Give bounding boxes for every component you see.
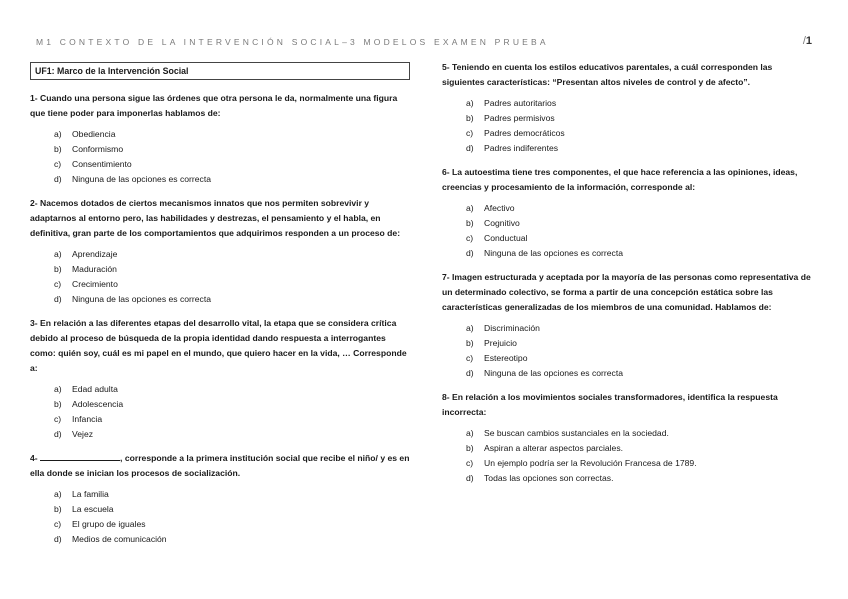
option-c — [30, 412, 410, 427]
option-b — [30, 397, 410, 412]
option-letter: b) — [54, 504, 62, 514]
option-text: Padres indiferentes — [484, 143, 559, 153]
option-text: Un ejemplo podría ser la Revolución Francesa de 1789. — [484, 458, 697, 468]
option-letter: c) — [54, 279, 62, 289]
option-letter: a) — [54, 384, 62, 394]
option-text: Discriminación — [484, 323, 540, 333]
option-letter: b) — [466, 443, 474, 453]
option-text: Maduración — [72, 264, 117, 274]
option-text: Aprendizaje — [72, 249, 118, 259]
options-list — [30, 487, 410, 547]
option-d — [442, 246, 814, 261]
right-column — [442, 60, 814, 495]
option-text: La familia — [72, 489, 109, 499]
option-letter: a) — [54, 249, 62, 259]
option-d — [30, 172, 410, 187]
option-letter: c) — [466, 458, 474, 468]
option-letter: d) — [54, 174, 62, 184]
option-d — [442, 471, 814, 486]
answer-blank — [40, 451, 120, 461]
option-c — [442, 126, 814, 141]
option-letter: a) — [54, 129, 62, 139]
option-letter: c) — [466, 128, 474, 138]
option-letter: a) — [466, 323, 474, 333]
question-2 — [30, 196, 410, 307]
option-text: Se buscan cambios sustanciales en la sociedad. — [484, 428, 669, 438]
option-b — [442, 336, 814, 351]
option-c — [442, 351, 814, 366]
option-letter: a) — [466, 428, 474, 438]
options-list — [442, 201, 814, 261]
option-c — [30, 277, 410, 292]
question-text — [30, 451, 410, 481]
option-letter: b) — [54, 399, 62, 409]
question-4 — [30, 451, 410, 547]
option-c — [442, 456, 814, 471]
question-text: 1- Cuando una persona sigue las órdenes que otra persona le da, normalmente una figura que tiene poder para imponerlas hablamos de: — [30, 93, 398, 118]
option-text: Ninguna de las opciones es correcta — [484, 368, 624, 378]
document-title: M1 CONTEXTO DE LA INTERVENCIÓN SOCIAL–3 MODELOS EXAMEN PRUEBA — [36, 37, 549, 47]
option-letter: b) — [466, 113, 474, 123]
option-c — [442, 231, 814, 246]
question-5 — [442, 60, 814, 156]
page-indicator — [803, 35, 812, 47]
option-d — [30, 292, 410, 307]
option-b — [442, 441, 814, 456]
question-body: , corresponde a la primera institución social que recibe el niño/ y es en ella donde se inician los procesos de socialización. — [30, 453, 410, 478]
option-text: Consentimiento — [72, 159, 132, 169]
option-letter: d) — [54, 294, 62, 304]
option-letter: d) — [54, 429, 62, 439]
option-letter: d) — [466, 473, 474, 483]
options-list — [442, 321, 814, 381]
option-letter: b) — [54, 264, 62, 274]
option-a — [30, 382, 410, 397]
option-b — [30, 262, 410, 277]
options-list — [30, 127, 410, 187]
option-text: Ninguna de las opciones es correcta — [484, 248, 624, 258]
option-b — [442, 216, 814, 231]
option-letter: d) — [54, 534, 62, 544]
option-text: Conductual — [484, 233, 528, 243]
option-letter: a) — [466, 98, 474, 108]
option-text: El grupo de iguales — [72, 519, 146, 529]
option-d — [442, 366, 814, 381]
option-a — [30, 127, 410, 142]
option-text: Ninguna de las opciones es correcta — [72, 294, 212, 304]
question-number: 4- — [30, 453, 38, 463]
option-text: Adolescencia — [72, 399, 124, 409]
option-text: Crecimiento — [72, 279, 118, 289]
option-letter: d) — [466, 248, 474, 258]
option-a — [442, 321, 814, 336]
option-letter: c) — [466, 353, 474, 363]
option-a — [442, 201, 814, 216]
question-text: 3- En relación a las diferentes etapas del desarrollo vital, la etapa que se considera crítica debido al proceso de búsqueda de la propia identidad dando respuesta a interrogantes como: quién soy, cuál es mi papel en el mundo, que quiero hacer en la vida, … Corresponde a: — [30, 318, 407, 373]
option-d — [30, 532, 410, 547]
option-a — [442, 426, 814, 441]
question-7 — [442, 270, 814, 381]
question-text: 8- En relación a los movimientos sociales transformadores, identifica la respuesta incorrecta: — [442, 392, 778, 417]
option-c — [30, 517, 410, 532]
option-text: Aspiran a alterar aspectos parciales. — [484, 443, 624, 453]
options-list — [30, 247, 410, 307]
question-1 — [30, 91, 410, 187]
option-text: La escuela — [72, 504, 114, 514]
option-letter: c) — [54, 414, 62, 424]
option-c — [30, 157, 410, 172]
option-letter: c) — [54, 159, 62, 169]
option-b — [30, 142, 410, 157]
option-b — [442, 111, 814, 126]
option-text: Obediencia — [72, 129, 116, 139]
option-text: Cognitivo — [484, 218, 520, 228]
option-letter: a) — [466, 203, 474, 213]
question-6 — [442, 165, 814, 261]
option-letter: b) — [54, 144, 62, 154]
option-text: Padres autoritarios — [484, 98, 557, 108]
question-3 — [30, 316, 410, 442]
option-text: Conformismo — [72, 144, 124, 154]
option-letter: b) — [466, 338, 474, 348]
option-letter: c) — [54, 519, 62, 529]
option-text: Padres permisivos — [484, 113, 555, 123]
question-text: 5- Teniendo en cuenta los estilos educativos parentales, a cuál corresponden las siguientes características: “Presentan altos niveles de control y de afecto”. — [442, 62, 773, 87]
option-text: Prejuicio — [484, 338, 517, 348]
option-a — [442, 96, 814, 111]
page-number: 1 — [805, 35, 812, 47]
question-text: 6- La autoestima tiene tres componentes, el que hace referencia a las opiniones, ideas, creencias y procesamiento de la información, corresponde al: — [442, 167, 798, 192]
option-text: Medios de comunicación — [72, 534, 167, 544]
option-text: Padres democráticos — [484, 128, 565, 138]
options-list — [442, 426, 814, 486]
option-letter: d) — [466, 368, 474, 378]
question-text: 7- Imagen estructurada y aceptada por la mayoría de las personas como representativa de un determinado colectivo, se forma a partir de una concepción estática sobre las características generalizadas de los miembros de una comunidad. Hablamos de: — [442, 272, 811, 312]
option-letter: b) — [466, 218, 474, 228]
option-d — [442, 141, 814, 156]
question-8 — [442, 390, 814, 486]
option-text: Afectivo — [484, 203, 515, 213]
page-header — [36, 37, 812, 47]
option-text: Ninguna de las opciones es correcta — [72, 174, 212, 184]
options-list — [30, 382, 410, 442]
section-title: UF1: Marco de la Intervención Social — [30, 62, 410, 80]
option-text: Todas las opciones son correctas. — [484, 473, 614, 483]
option-text: Infancia — [72, 414, 103, 424]
option-letter: d) — [466, 143, 474, 153]
options-list — [442, 96, 814, 156]
option-b — [30, 502, 410, 517]
option-text: Edad adulta — [72, 384, 118, 394]
question-text: 2- Nacemos dotados de ciertos mecanismos innatos que nos permiten sobrevivir y adaptarnos al entorno pero, las habilidades y destrezas, el pensamiento y el habla, en definitiva, gran parte de los comportamientos que adquirimos responden a un proceso de: — [30, 198, 401, 238]
option-a — [30, 247, 410, 262]
option-a — [30, 487, 410, 502]
option-text: Vejez — [72, 429, 94, 439]
option-text: Estereotipo — [484, 353, 528, 363]
left-column — [30, 62, 410, 556]
option-letter: a) — [54, 489, 62, 499]
page-slash: / — [802, 35, 806, 47]
option-d — [30, 427, 410, 442]
option-letter: c) — [466, 233, 474, 243]
